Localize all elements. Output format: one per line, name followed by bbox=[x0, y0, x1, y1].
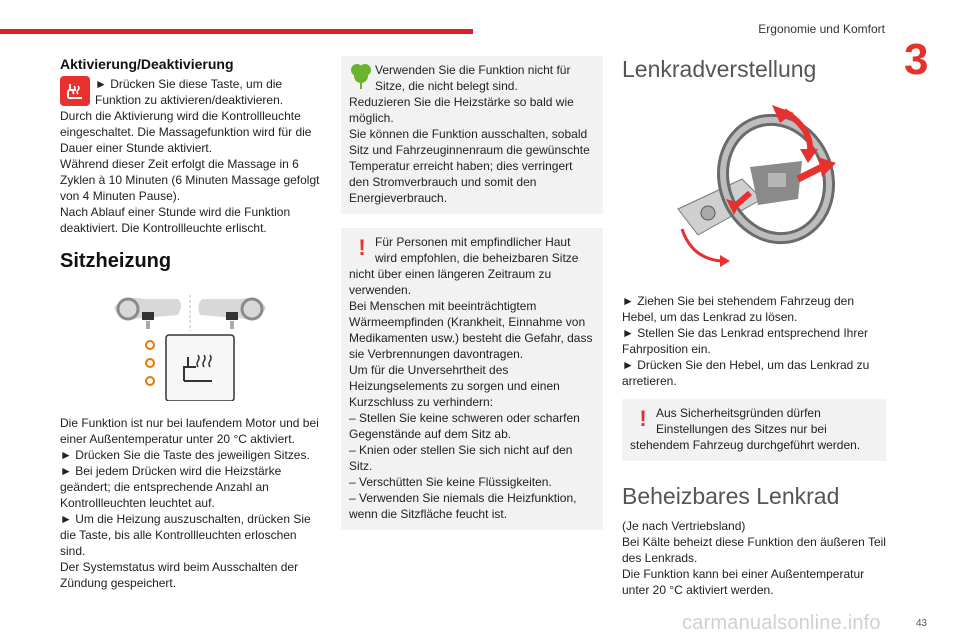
chapter-name: Ergonomie und Komfort bbox=[758, 22, 885, 36]
massage-step bbox=[60, 76, 322, 108]
activation-heading: Aktivierung/Deaktivierung bbox=[60, 56, 234, 72]
step: ► Drücken Sie den Hebel, um das Lenkrad zu arretieren. bbox=[622, 358, 870, 388]
column-left bbox=[60, 56, 322, 591]
paragraph: Der Systemstatus wird beim Ausschalten der Zündung gespeichert. bbox=[60, 560, 299, 590]
leaf-icon bbox=[349, 62, 375, 92]
seat-heating-illustration bbox=[60, 281, 322, 401]
massage-seat-icon bbox=[60, 76, 90, 106]
warning-icon: ! bbox=[639, 406, 647, 431]
eco-tip-box bbox=[341, 56, 603, 214]
warning-text: Aus Sicherheitsgründen dürfen Einstellungen des Sitzes nur bei stehendem Fahrzeug durchgeführt werden. bbox=[630, 406, 861, 452]
step: ► Drücken Sie die Taste des jeweiligen Sitzes. bbox=[60, 448, 310, 462]
eco-tip-line: Reduzieren Sie die Heizstärke so bald wie möglich. bbox=[349, 95, 574, 125]
eco-tip-line: Verwenden Sie die Funktion nicht für Sitze, die nicht belegt sind. bbox=[375, 63, 571, 93]
section-title-steering-adjust: Lenkradverstellung bbox=[622, 56, 817, 82]
page-number: 43 bbox=[916, 618, 928, 629]
paragraph: Bei Kälte beheizt diese Funktion den äußeren Teil des Lenkrads. bbox=[622, 535, 886, 565]
column-middle bbox=[341, 56, 603, 530]
section-title-heated-wheel: Beheizbares Lenkrad bbox=[622, 483, 840, 509]
step: ► Stellen Sie das Lenkrad entsprechend Ihrer Fahrposition ein. bbox=[622, 326, 869, 356]
paragraph: Während dieser Zeit erfolgt die Massage in 6 Zyklen à 10 Minuten (6 Minuten Massage gefolgt von 4 Minuten Pause). bbox=[60, 157, 320, 203]
warning-list-item: – Verwenden Sie niemals die Heizfunktion, wenn die Sitzfläche feucht ist. bbox=[349, 491, 577, 521]
paragraph: Die Funktion kann bei einer Außentemperatur unter 20 °C aktiviert werden. bbox=[622, 567, 865, 597]
chapter-number: 3 bbox=[904, 35, 929, 84]
paragraph: Durch die Aktivierung wird die Kontrollleuchte eingeschaltet. Die Massagefunktion wird für die Dauer einer Stunde aktiviert. bbox=[60, 109, 312, 155]
massage-step-text: ► Drücken Sie diese Taste, um die Funktion zu aktivieren/deaktivieren. bbox=[95, 77, 284, 107]
step: ► Bei jedem Drücken wird die Heizstärke geändert; die entsprechende Anzahl an Kontrollleuchten leuchtet auf. bbox=[60, 464, 282, 510]
seat-heating-diagram bbox=[60, 281, 322, 401]
warning-box-safety bbox=[622, 399, 886, 461]
warning-box-skin bbox=[341, 228, 603, 530]
paragraph: (Je nach Vertriebsland) bbox=[622, 519, 746, 533]
warning-line: Für Personen mit empfindlicher Haut wird empfohlen, die beheizbaren Sitze nicht über einen längeren Zeitraum zu verwenden. bbox=[349, 235, 579, 297]
column-right bbox=[622, 56, 886, 598]
paragraph: Die Funktion ist nur bei laufendem Motor und bei einer Außentemperatur unter 20 °C aktiviert. bbox=[60, 416, 319, 446]
warning-list-item: – Knien oder stellen Sie sich nicht auf den Sitz. bbox=[349, 443, 573, 473]
step: ► Ziehen Sie bei stehendem Fahrzeug den Hebel, um das Lenkrad zu lösen. bbox=[622, 294, 855, 324]
paragraph: Nach Ablauf einer Stunde wird die Funktion deaktiviert. Die Kontrollleuchte erlischt. bbox=[60, 205, 291, 235]
warning-line: Bei Menschen mit beeinträchtigtem Wärmeempfinden (Krankheit, Einnahme von Medikamenten usw.) besteht die Gefahr, dass sie Verbrennungen davontragen. bbox=[349, 299, 593, 361]
header-accent-bar bbox=[0, 29, 473, 34]
steering-wheel-diagram bbox=[622, 89, 886, 269]
warning-list-item: – Verschütten Sie keine Flüssigkeiten. bbox=[349, 475, 552, 489]
eco-tip-line: Sie können die Funktion ausschalten, sobald Sitz und Fahrzeuginnenraum die gewünschte Temperatur erreicht haben; dies verringert den Stromverbrauch und somit den Energieverbrauch. bbox=[349, 127, 590, 205]
section-title-seat-heating: Sitzheizung bbox=[60, 250, 172, 272]
step: ► Um die Heizung auszuschalten, drücken Sie die Taste, bis alle Kontrollleuchten erloschen sind. bbox=[60, 512, 311, 558]
warning-list-item: – Stellen Sie keine schweren oder scharfen Gegenstände auf dem Sitz ab. bbox=[349, 411, 580, 441]
warning-icon: ! bbox=[358, 235, 366, 260]
warning-line: Um für die Unversehrtheit des Heizungselements zu sorgen und einen Kurzschluss zu verhindern: bbox=[349, 363, 560, 409]
watermark: carmanualsonline.info bbox=[682, 612, 881, 634]
steering-wheel-illustration bbox=[622, 89, 886, 269]
